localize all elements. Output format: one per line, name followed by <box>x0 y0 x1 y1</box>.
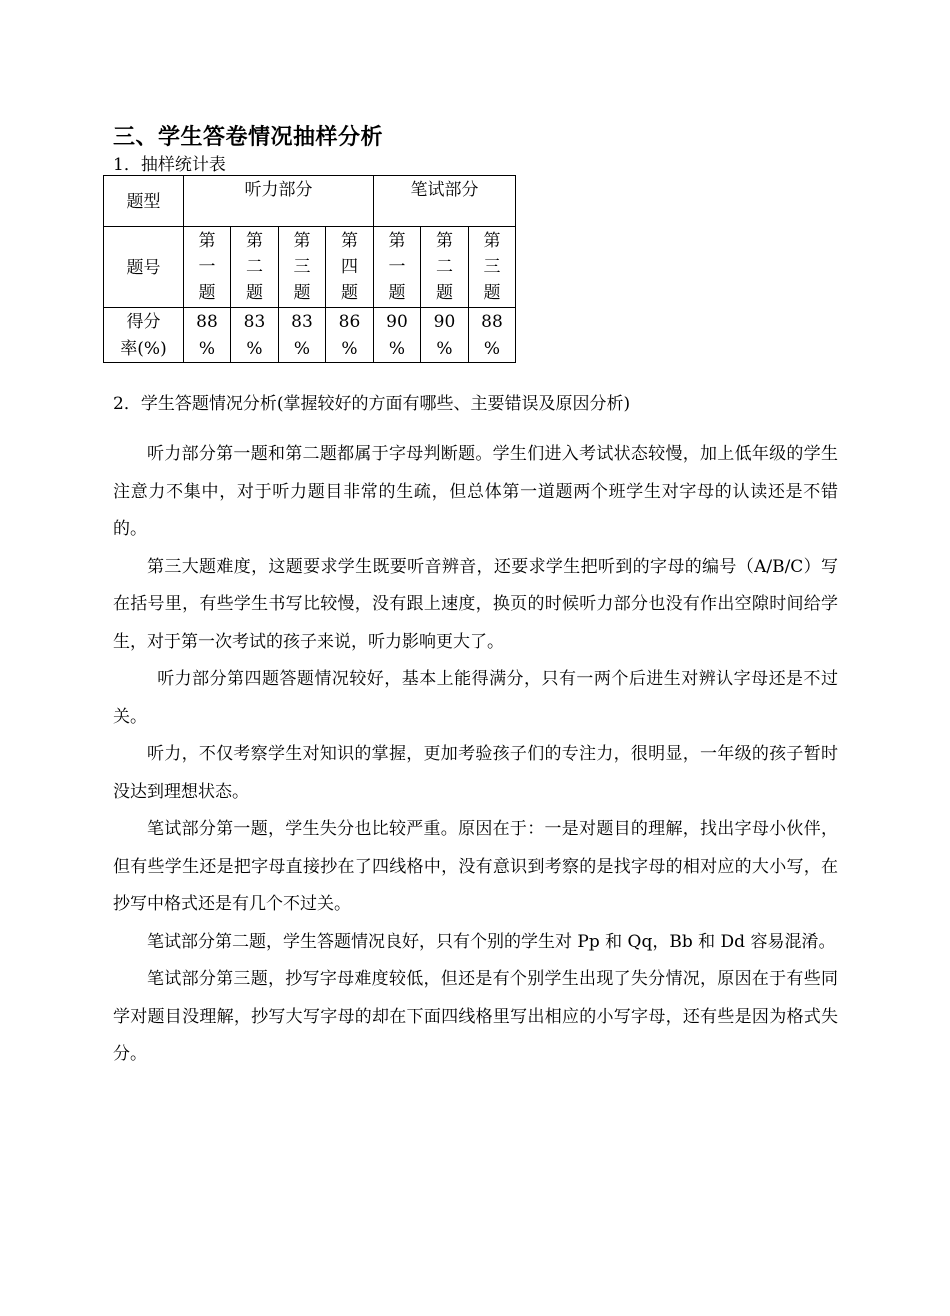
sampling-stats-table <box>103 175 516 363</box>
table-row <box>104 308 516 363</box>
score-cell: 83 % <box>231 308 279 363</box>
question-cell: 第一题 <box>374 227 421 308</box>
table-row <box>104 227 516 308</box>
score-cell: 90 % <box>421 308 469 363</box>
group-header-listening: 听力部分 <box>184 176 374 227</box>
question-cell: 第一题 <box>184 227 231 308</box>
paragraph: 笔试部分第一题，学生失分也比较严重。原因在于：一是对题目的理解，找出字母小伙伴，但有些学生还是把字母直接抄在了四线格中，没有意识到考察的是找字母的相对应的大小写，在抄写中格式还是有几个不过关。 <box>113 819 838 914</box>
question-cell: 第二题 <box>421 227 469 308</box>
row-header-number: 题号 <box>104 227 184 308</box>
section-heading: 三、学生答卷情况抽样分析 <box>113 125 384 150</box>
paragraph: 第三大题难度，这题要求学生既要听音辨音，还要求学生把听到的字母的编号（A/B/C）写在括号里，有些学生书写比较慢，没有跟上速度，换页的时候听力部分也没有作出空隙时间给学生，对于第一次考试的孩子来说，听力影响更大了。 <box>113 556 838 652</box>
table-title: 1．抽样统计表 <box>113 155 226 175</box>
paragraph: 听力，不仅考察学生对知识的掌握，更加考验孩子们的专注力，很明显，一年级的孩子暂时没达到理想状态。 <box>113 744 838 802</box>
question-cell: 第二题 <box>231 227 279 308</box>
paragraph: 听力部分第四题答题情况较好，基本上能得满分，只有一两个后进生对辨认字母还是不过关。 <box>113 669 838 727</box>
score-cell: 86 % <box>326 308 374 363</box>
question-cell: 第三题 <box>279 227 326 308</box>
question-cell: 第三题 <box>469 227 516 308</box>
analysis-body <box>113 436 838 1074</box>
analysis-title: 2．学生答题情况分析(掌握较好的方面有哪些、主要错误及原因分析) <box>113 394 631 414</box>
table-row <box>104 176 516 227</box>
score-cell: 88 % <box>184 308 231 363</box>
row-header-score-rate: 得分 率(%) <box>104 308 184 363</box>
paragraph: 笔试部分第三题，抄写字母难度较低，但还是有个别学生出现了失分情况，原因在于有些同学对题目没理解，抄写大写字母的却在下面四线格里写出相应的小写字母，还有些是因为格式失分。 <box>113 969 838 1064</box>
row-header-type: 题型 <box>104 176 184 227</box>
question-cell: 第四题 <box>326 227 374 308</box>
score-cell: 90 % <box>374 308 421 363</box>
group-header-written: 笔试部分 <box>374 176 516 227</box>
paragraph: 笔试部分第二题，学生答题情况良好，只有个别的学生对 Pp 和 Qq，Bb 和 Dd 容易混淆。 <box>147 931 836 952</box>
paragraph: 听力部分第一题和第二题都属于字母判断题。学生们进入考试状态较慢，加上低年级的学生注意力不集中，对于听力题目非常的生疏，但总体第一道题两个班学生对字母的认读还是不错的。 <box>113 444 838 539</box>
score-cell: 83 % <box>279 308 326 363</box>
score-cell: 88 % <box>469 308 516 363</box>
